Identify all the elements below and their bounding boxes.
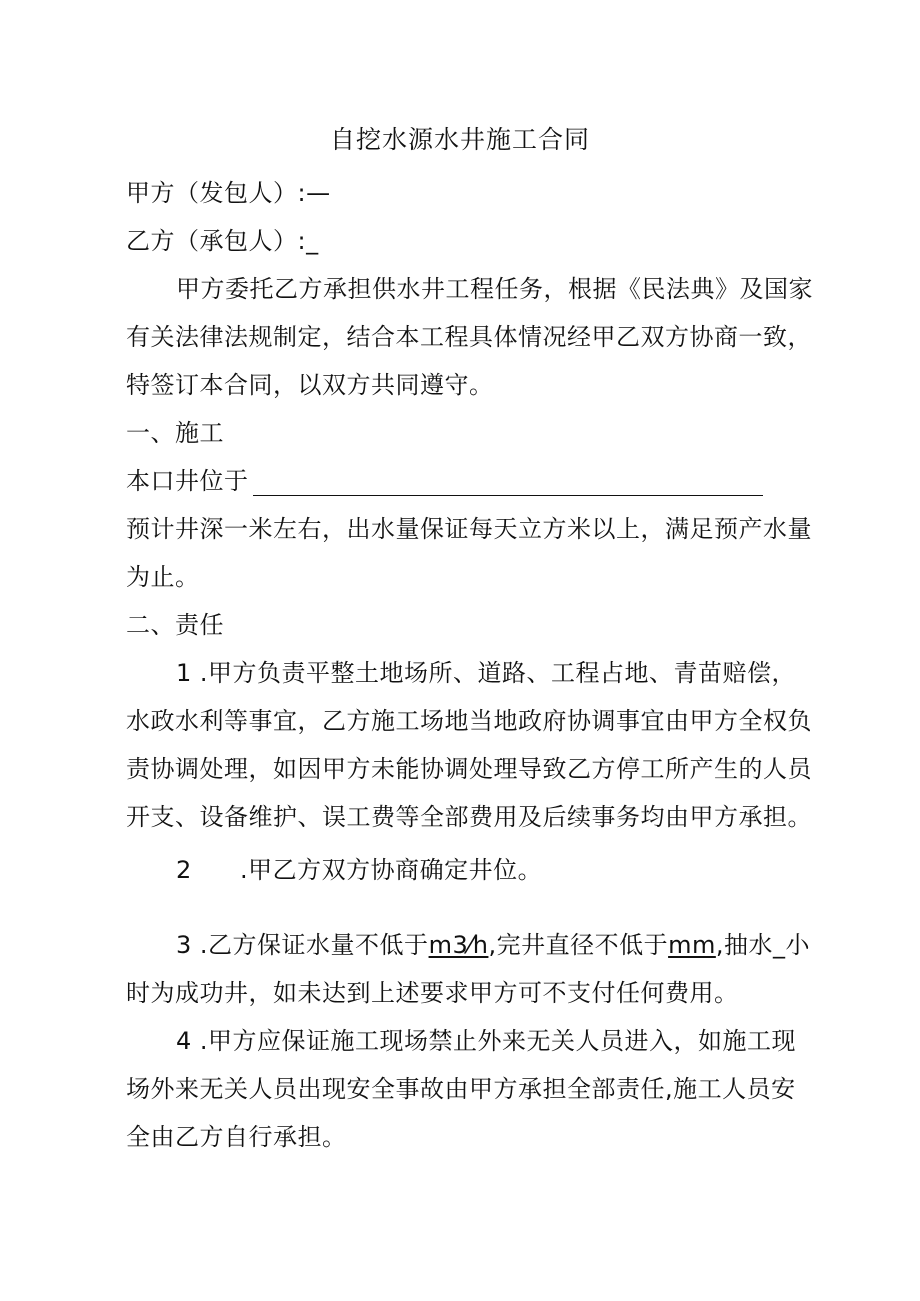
item1-line-4: 开支、设备维护、误工费等全部费用及后续事务均由甲方承担。	[126, 803, 812, 831]
well-location-line	[126, 466, 763, 496]
item4-line-1	[176, 1026, 796, 1056]
diameter-unit: mm	[668, 931, 716, 959]
item3-number: 3	[176, 931, 192, 959]
item1-line-3: 责协调处理，如因甲方未能协调处理导致乙方停工所产生的人员	[126, 755, 812, 783]
item2-line	[176, 855, 542, 885]
item1-text-1: .甲方负责平整土地场所、道路、工程占地、青苗赔偿，	[199, 659, 797, 687]
item1-line-1	[176, 658, 796, 688]
document-title: 自挖水源水井施工合同	[329, 125, 590, 154]
item2-text: .甲乙方双方协商确定井位。	[240, 856, 543, 884]
item3-part3: ,抽水_小	[715, 931, 810, 959]
item3-line-2: 时为成功井，如未达到上述要求甲方可不支付任何费用。	[126, 979, 739, 1007]
section2-heading: 二、责任	[126, 611, 224, 639]
well-location-blank	[253, 469, 763, 496]
item4-number: 4	[176, 1027, 192, 1055]
intro-line-1: 甲方委托乙方承担供水井工程任务，根据《民法典》及国家	[176, 275, 813, 303]
depth-line-2: 为止。	[126, 563, 200, 591]
item4-line-3: 全由乙方自行承担。	[126, 1123, 347, 1151]
section1-heading: 一、施工	[126, 419, 224, 447]
item1-number: 1	[176, 659, 192, 687]
item3-line-1	[176, 930, 810, 960]
party-b-line: 乙方（承包人）:_	[126, 227, 319, 255]
item1-line-2: 水政水利等事宜，乙方施工场地当地政府协调事宜由甲方全权负	[126, 707, 812, 735]
flow-unit: m3⁄h	[428, 931, 489, 959]
intro-line-3: 特签订本合同，以双方共同遵守。	[126, 371, 494, 399]
party-a-line: 甲方（发包人）:—	[126, 179, 331, 207]
item4-line-2: 场外来无关人员出现安全事故由甲方承担全部责任,施工人员安	[126, 1075, 796, 1103]
depth-line-1: 预计井深一米左右，出水量保证每天立方米以上，满足预产水量	[126, 515, 812, 543]
item2-number: 2	[176, 856, 192, 884]
intro-line-2: 有关法律法规制定，结合本工程具体情况经甲乙双方协商一致，	[126, 323, 812, 351]
well-location-label: 本口井位于	[126, 467, 249, 495]
item3-part2: ,完井直径不低于	[488, 931, 669, 959]
item3-part1: .乙方保证水量不低于	[199, 931, 429, 959]
item4-text-1: .甲方应保证施工现场禁止外来无关人员进入，如施工现	[199, 1027, 797, 1055]
